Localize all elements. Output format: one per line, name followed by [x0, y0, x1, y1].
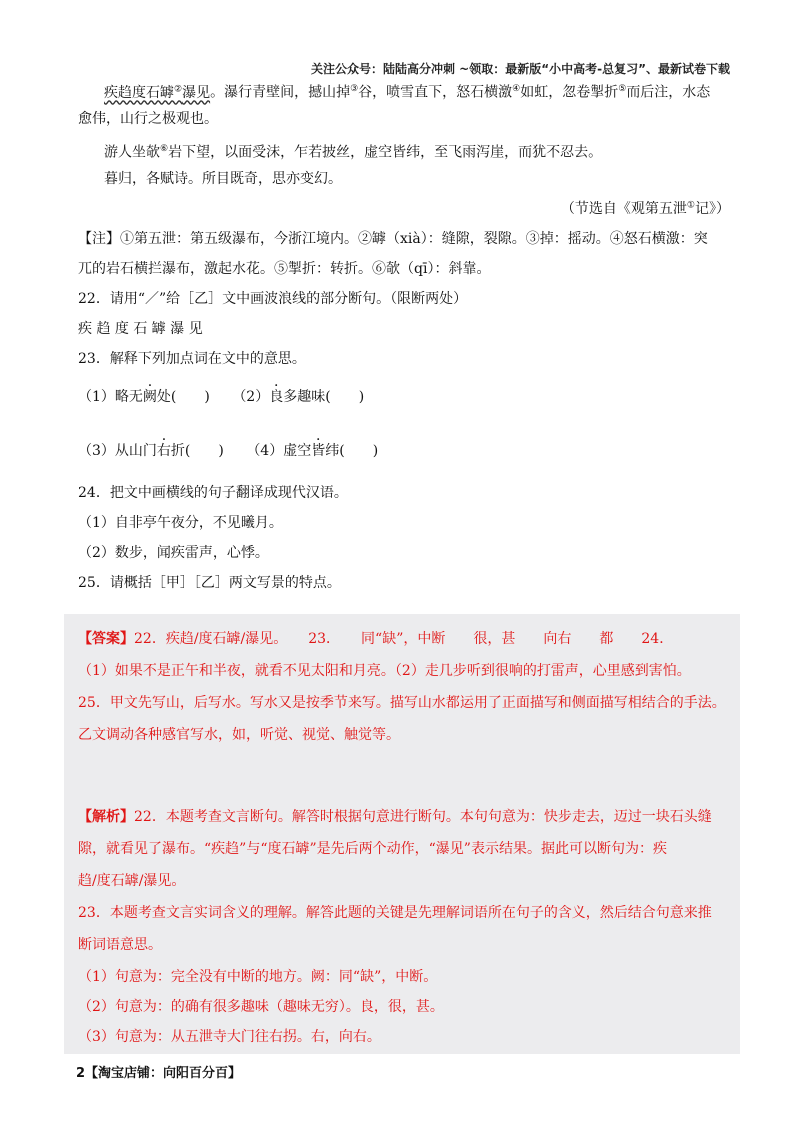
answer-line-3: 25．甲文先写山，后写水。写水又是按季节来写。描写山水都运用了正面描写和侧面描写相结合的手法。	[78, 695, 726, 711]
passage-line-4: 暮归，各赋诗。所目既奇，思亦变幻。	[104, 171, 342, 187]
answer-line-1: 【答案】22．疾趋/度石罅/瀑见。 23． 同“缺”，中断 很，甚 向右 都 24．	[78, 631, 674, 647]
dotted-word: 右	[156, 443, 171, 459]
question-23-row-2: （3）从山门右折( ) （4）虚空皆纬( )	[78, 443, 379, 459]
analysis-line-1: 【解析】22．本题考查文言断句。解答时根据句意进行断句。本句句意为：快步走去，迈过一块石头缝	[78, 809, 712, 825]
analysis-line-5: 断词语意思。	[78, 937, 162, 953]
dotted-word: 皆	[311, 443, 326, 459]
question-24-2: （2）数步，闻疾雷声，心悸。	[78, 545, 269, 561]
analysis-line-4: 23．本题考查文言实词含义的理解。解答此题的关键是先理解词语所在句子的含义，然后结合句意来推	[78, 905, 712, 921]
dotted-word: 良	[269, 389, 284, 405]
analysis-line-7: （2）句意为：的确有很多趣味（趣味无穷）。良，很，甚。	[78, 999, 444, 1015]
question-23-row-1: （1）略无阙处( ) （2）良多趣味( )	[78, 389, 365, 405]
passage-line-2: 愈伟，山行之极观也。	[78, 111, 218, 127]
question-22-text: 疾 趋 度 石 罅 瀑 见	[78, 321, 203, 337]
question-22: 22．请用“／”给［乙］文中画波浪线的部分断句。（限断两处）	[78, 291, 468, 307]
question-24: 24．把文中画横线的句子翻译成现代汉语。	[78, 485, 348, 501]
passage-source: （节选自《观第五泄①记》）	[560, 200, 730, 217]
analysis-line-8: （3）句意为：从五泄寺大门往右拐。右，向右。	[78, 1029, 381, 1045]
note-line-1: 【注】①第五泄：第五级瀑布，今浙江境内。②罅（xià）：缝隙，裂隙。③掉：摇动。④怒石横激：突	[78, 231, 708, 247]
question-23: 23．解释下列加点词在文中的意思。	[78, 351, 306, 367]
analysis-line-3: 趋/度石罅/瀑见。	[78, 873, 186, 889]
analysis-line-6: （1）句意为：完全没有中断的地方。阙：同“缺”，中断。	[78, 969, 438, 985]
passage-line-1: 疾趋度石罅②瀑见。瀑行青壁间，撼山掉③谷，喷雪直下，怒石横激④如虹，忽卷掣折⑤而后注，水态	[104, 84, 711, 101]
answer-line-4: 乙文调动各种感官写水，如，听觉、视觉、触觉等。	[78, 727, 400, 743]
page-footer: 2【淘宝店铺：向阳百分百】	[76, 1066, 242, 1081]
question-24-1: （1）自非亭午夜分，不见曦月。	[78, 515, 283, 531]
question-25: 25．请概括［甲］［乙］两文写景的特点。	[78, 575, 341, 591]
answer-line-2: （1）如果不是正午和半夜，就看不见太阳和月亮。（2）走几步听到很响的打雷声，心里感到害怕。	[78, 663, 691, 679]
note-line-2: 兀的岩石横拦瀑布，激起水花。⑤掣折：转折。⑥欹（qī）：斜靠。	[78, 261, 491, 277]
dotted-word: 阙	[142, 389, 157, 405]
page-header: 关注公众号：陆陆高分冲刺 ~领取：最新版“小中高考-总复习”、最新试卷下载	[311, 62, 730, 76]
wavy-underlined-text: 疾趋度石罅②瀑见	[104, 84, 211, 101]
passage-line-3: 游人坐欹⑥岩下望，以面受沫，乍若披丝，虚空皆纬，至飞雨泻崖，而犹不忍去。	[104, 144, 603, 161]
analysis-line-2: 隙，就看见了瀑布。“疾趋”与“度石罅”是先后两个动作，“瀑见”表示结果。据此可以断句为：疾	[78, 841, 667, 857]
